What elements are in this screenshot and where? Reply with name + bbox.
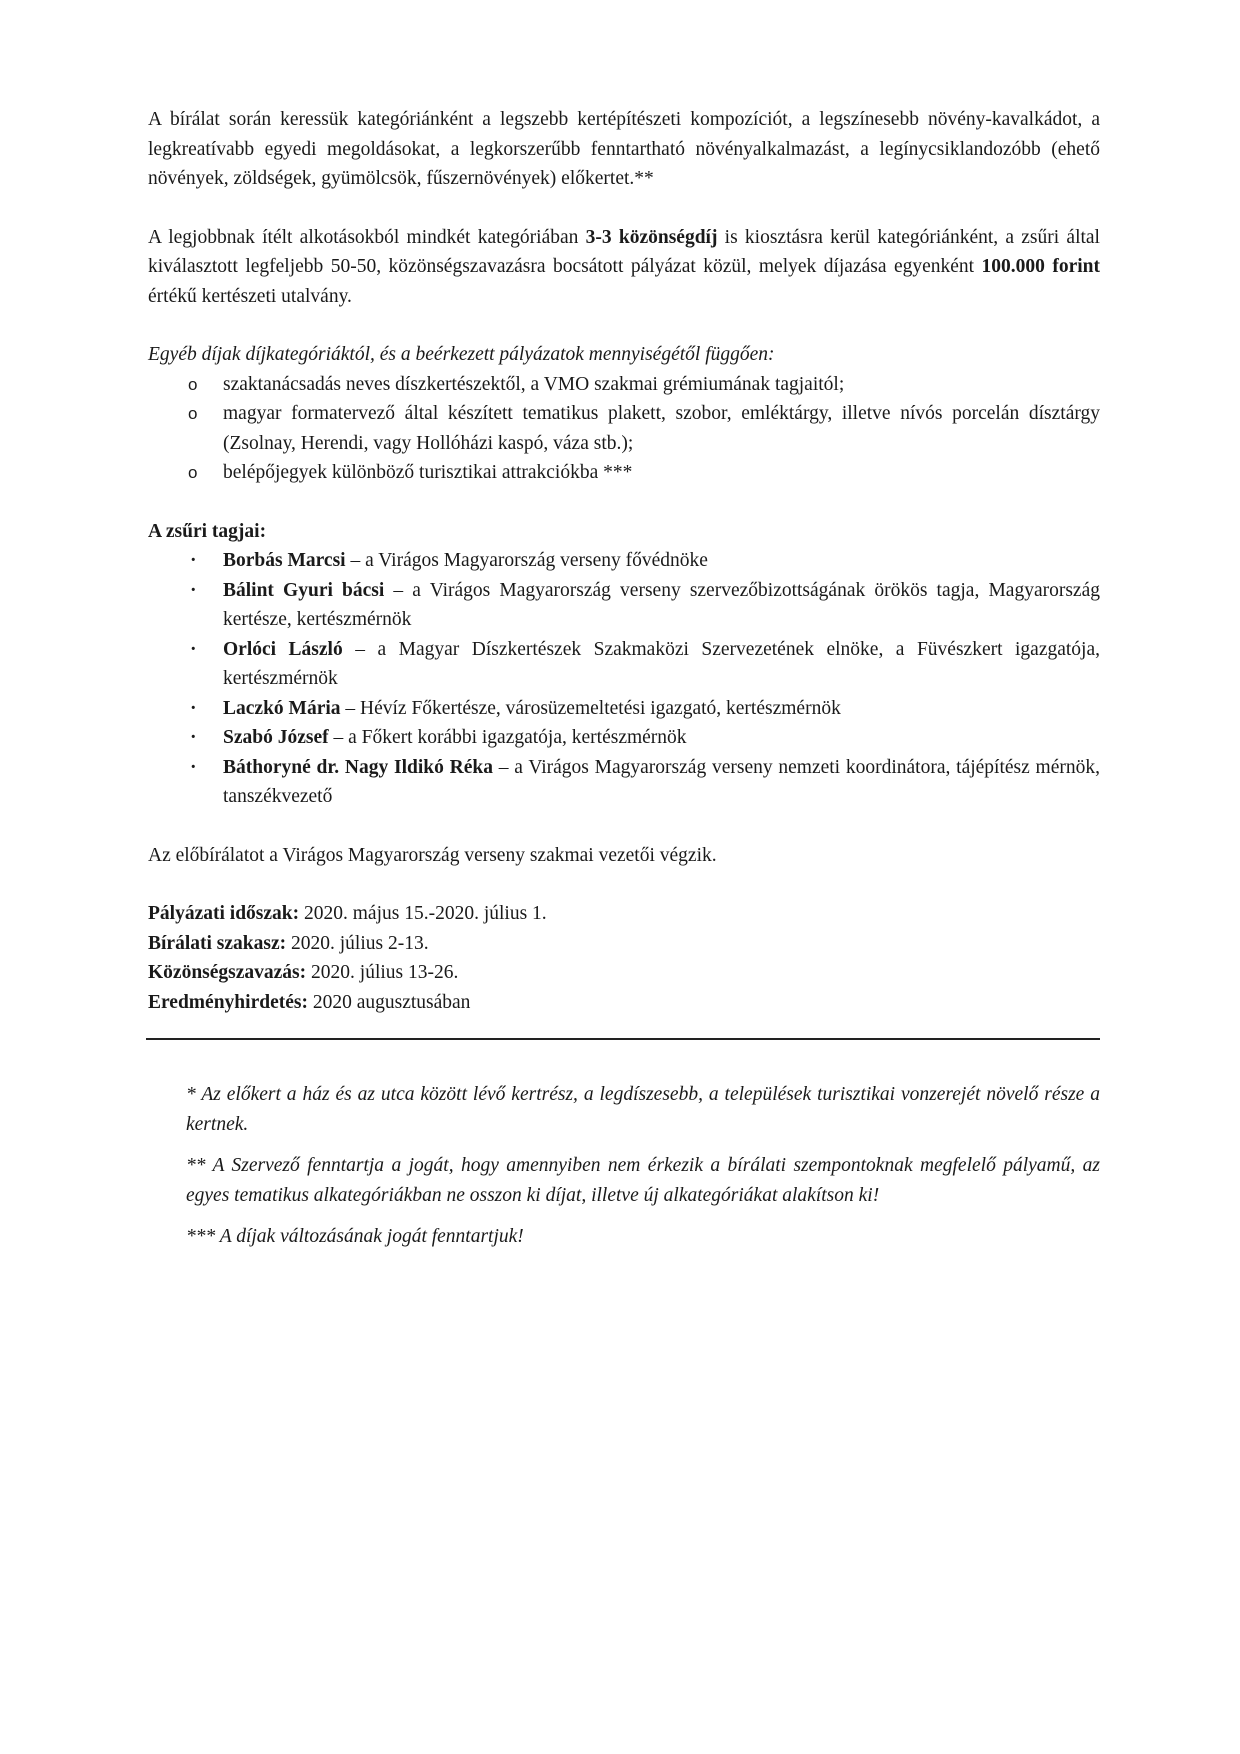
jury-member-name: Borbás Marcsi [223,550,346,571]
list-item [148,399,1100,458]
schedule-row [148,958,1100,988]
audience-prize-text-3: értékű kertészeti utalvány. [148,285,352,307]
jury-member [148,723,1100,753]
jury-member-name: Bálint Gyuri bácsi [223,579,385,601]
footnote-divider [146,1038,1100,1040]
jury-member-desc: – a Virágos Magyarország verseny nemzeti koordinátora, tájépítész mérnök, tanszékvezető [223,756,1100,807]
footnote: *** A díjak változásának jogát fenntartjuk! [186,1226,524,1247]
dot-bullet-icon: · [190,550,197,571]
intro-paragraph: A bírálat során keressük kategóriánként a legszebb kertépítészeti kompozíciót, a legszínesebb növény-kavalkádot, a legkreatívabb egyedi megoldásokat, a legkorszerűbb fenntartható növényalkalmazást, a legínycsiklandozóbb (ehető növények, zöldségek, gyümölcsök, fűszernövények) előkertet.** [148,109,1100,189]
jury-member-desc: – Hévíz Főkertésze, városüzemeltetési igazgató, kertészmérnök [340,697,841,719]
audience-prize-text-1: A legjobbnak ítélt alkotásokból mindkét kategóriában [148,226,586,248]
jury-member-name: Báthoryné dr. Nagy Ildikó Réka [223,756,493,778]
schedule-row [148,899,1100,929]
list-item [148,370,1100,400]
circle-bullet-icon: o [188,463,198,482]
dot-bullet-icon: · [190,697,197,719]
schedule-row [148,988,1100,1018]
audience-prize-amount: 100.000 forint [981,256,1101,277]
schedule-value: 2020. július 13-26. [306,962,459,983]
other-prizes-list [148,370,1100,488]
jury-member-name: Szabó József [223,727,329,748]
jury-member [148,694,1100,724]
circle-bullet-icon: o [188,404,198,423]
jury-member [148,753,1100,812]
jury-member [148,635,1100,694]
jury-heading [148,517,1100,547]
dot-bullet-icon: · [190,727,197,748]
other-prizes-heading: Egyéb díjak díjkategóriáktól, és a beérkezett pályázatok mennyiségétől függően: [148,344,775,365]
schedule-label: Közönségszavazás: [148,962,307,983]
circle-bullet-icon: o [188,374,198,394]
jury-member-name: Orlóci László [223,638,343,660]
audience-prize-text-2: is kiosztásra kerül kategóriánként, a zsűri által kiválasztott legfeljebb 50-50, közönségszavazásra bocsátott pályázat közül, melyek díjazása egyenként [148,226,1100,277]
jury-member-name: Laczkó Mária [223,697,341,719]
footnote: * Az előkert a ház és az utca között lévő kertrész, a legdíszesebb, a települések turisztikai vonzerejét növelő része a kertnek. [186,1084,1100,1135]
schedule-label: Bírálati szakasz: [148,932,287,954]
prejudging-paragraph: Az előbírálatot a Virágos Magyarország verseny szakmai vezetői végzik. [148,844,717,866]
list-item-text: szaktanácsadás neves díszkertészektől, a VMO szakmai grémiumának tagjaitól; [223,373,845,395]
jury-member-desc: – a Virágos Magyarország verseny szervezőbizottságának örökös tagja, Magyarország kertésze, kertészmérnök [223,579,1100,630]
list-item-text: magyar formatervező által készített tematikus plakett, szobor, emléktárgy, illetve nívós porcelán dísztárgy (Zsolnay, Herendi, vagy Hollóházi kaspó, váza stb.); [223,403,1100,454]
schedule [148,899,1100,1017]
jury-list [148,546,1100,812]
jury-member [148,546,1100,576]
footnote: ** A Szervező fenntartja a jogát, hogy amennyiben nem érkezik a bírálati szempontoknak megfelelő pályamű, az egyes tematikus alkategóriákban ne osszon ki díjat, illetve új alkategóriákat alakítson ki! [186,1155,1100,1206]
footnotes [186,1080,1100,1264]
dot-bullet-icon: · [190,638,197,660]
jury-heading-text: A zsűri tagjai: [148,520,267,542]
schedule-row [148,929,1100,959]
list-item [148,458,1100,488]
jury-member-desc: – a Virágos Magyarország verseny fővédnöke [345,550,708,571]
schedule-value: 2020. július 2-13. [286,932,429,954]
jury-member-desc: – a Főkert korábbi igazgatója, kertészmérnök [328,727,687,748]
dot-bullet-icon: · [190,756,197,778]
schedule-label: Eredményhirdetés: [148,991,308,1013]
audience-prize-count: 3-3 közönségdíj [585,226,718,248]
schedule-value: 2020 augusztusában [307,991,471,1013]
jury-member-desc: – a Magyar Díszkertészek Szakmaközi Szervezetének elnöke, a Füvészkert igazgatója, kertészmérnök [223,638,1101,689]
audience-prize-paragraph [148,223,1100,312]
document-body [148,105,1100,1017]
schedule-label: Pályázati időszak: [148,903,300,924]
dot-bullet-icon: · [190,579,197,601]
jury-member [148,576,1100,635]
schedule-value: 2020. május 15.-2020. július 1. [299,903,547,924]
list-item-text: belépőjegyek különböző turisztikai attrakciókba *** [223,462,633,483]
